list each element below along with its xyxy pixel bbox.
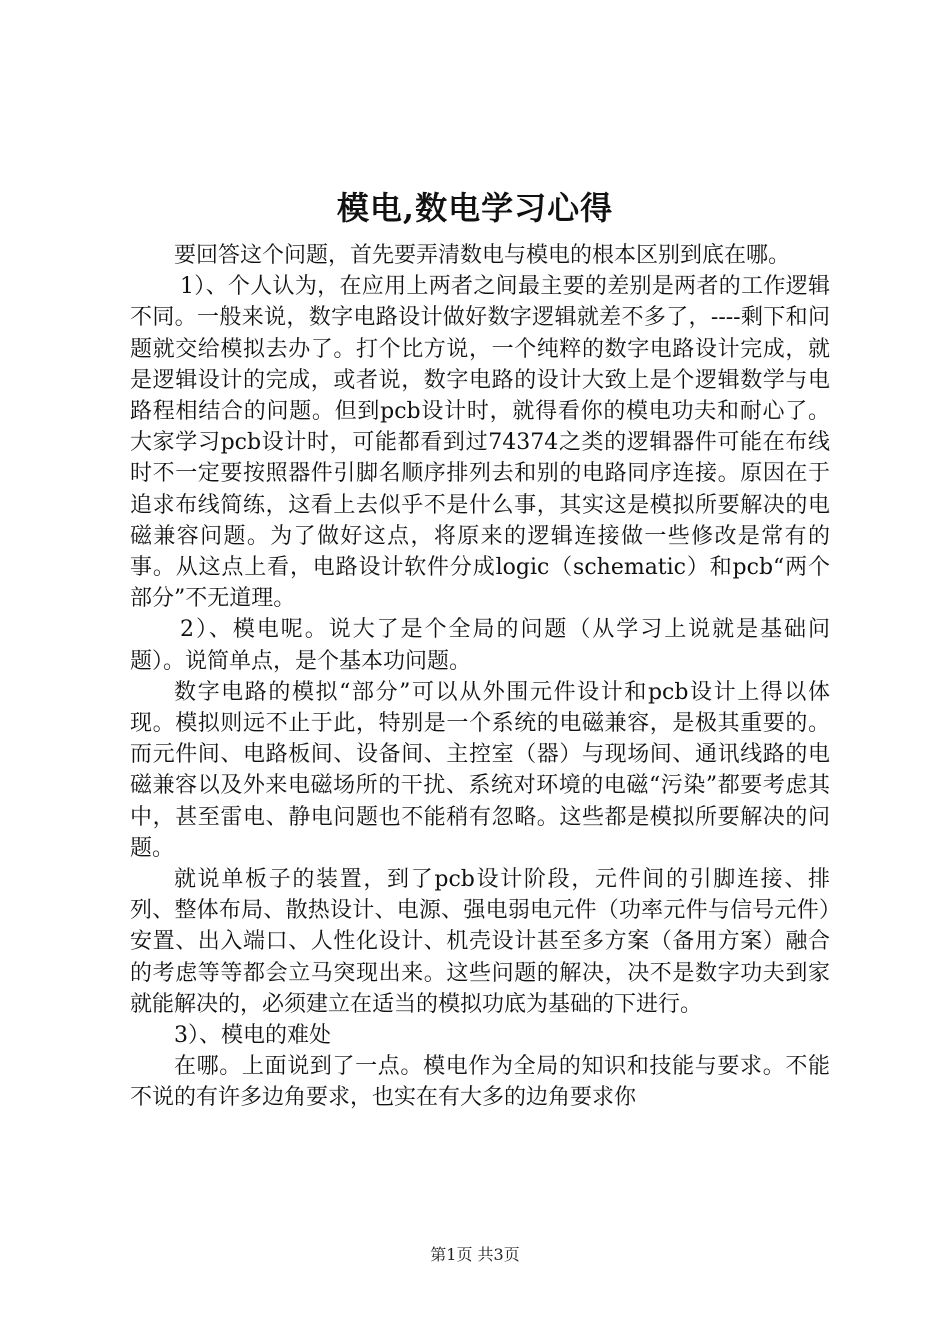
paragraph-point-2: 2）、模电呢。说大了是个全局的问题（从学习上说就是基础问题）。说简单点，是个基本功问题。	[130, 617, 830, 674]
document-title: 模电,数电学习心得	[336, 189, 614, 227]
paragraph-point-1: 1）、个人认为，在应用上两者之间最主要的差别是两者的工作逻辑不同。一般来说，数字电路设计做好数字逻辑就差不多了，----剩下和问题就交给模拟去办了。打个比方说，一个纯粹的数字电路设计完成，就是逻辑设计的完成，或者说，数字电路的设计大致上是个逻辑数学与电路程相结合的问题。但到pcb设计时，就得看你的模电功夫和耐心了。大家学习pcb设计时，可能都看到过74374之类的逻辑器件可能在布线时不一定要按照器件引脚名顺序排列去和别的电路同序连接。原因在于追求布线简练，这看上去似乎不是什么事，其实这是模拟所要解决的电磁兼容问题。为了做好这点，将原来的逻辑连接做一些修改是常有的事。从这点上看，电路设计软件分成logic（schematic）和pcb“两个部分”不无道理。	[130, 274, 830, 612]
document-body	[130, 240, 830, 1114]
paragraph-digital-analog: 数字电路的模拟“部分”可以从外围元件设计和pcb设计上得以体现。模拟则远不止于此，特别是一个系统的电磁兼容，是极其重要的。而元件间、电路板间、设备间、主控室（器）与现场间、通讯线路的电磁兼容以及外来电磁场所的干扰、系统对环境的电磁“污染”都要考虑其中，甚至雷电、静电问题也不能稍有忽略。这些都是模拟所要解决的问题。	[130, 679, 830, 861]
paragraph-single-board: 就说单板子的装置，到了pcb设计阶段，元件间的引脚连接、排列、整体布局、散热设计、电源、强电弱电元件（功率元件与信号元件）安置、出入端口、人性化设计、机壳设计甚至多方案（备用方案）融合的考虑等等都会立马突现出来。这些问题的解决，决不是数字功夫到家就能解决的，必须建立在适当的模拟功底为基础的下进行。	[130, 867, 830, 1017]
page-number-footer: 第1页 共3页	[430, 1245, 520, 1264]
paragraph-difficulty: 在哪。上面说到了一点。模电作为全局的知识和技能与要求。不能不说的有许多边角要求，也实在有大多的边角要求你	[130, 1054, 830, 1111]
paragraph-point-3-heading: 3）、模电的难处	[174, 1023, 331, 1049]
paragraph-intro: 要回答这个问题，首先要弄清数电与模电的根本区别到底在哪。	[174, 243, 791, 268]
